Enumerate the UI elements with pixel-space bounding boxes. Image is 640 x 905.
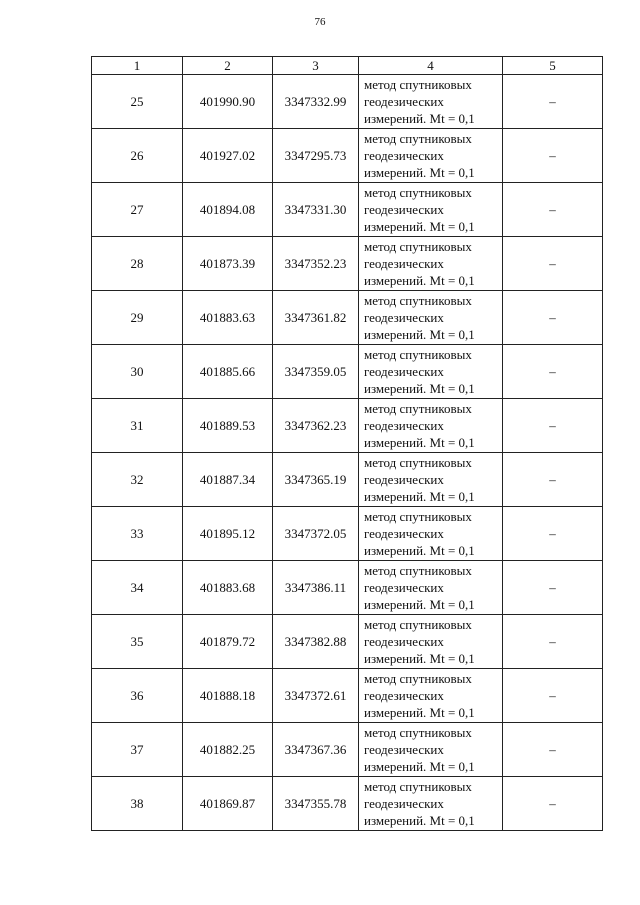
header-row bbox=[92, 57, 603, 75]
x-coordinate-cell: 401895.12 bbox=[183, 507, 273, 561]
note-cell: – bbox=[503, 453, 603, 507]
point-number-cell: 25 bbox=[92, 75, 183, 129]
y-coordinate-cell: 3347372.61 bbox=[273, 669, 359, 723]
point-number-cell: 29 bbox=[92, 291, 183, 345]
method-line: геодезических bbox=[364, 580, 444, 595]
table-row bbox=[92, 237, 603, 291]
method-line: измерений. Mt = 0,1 bbox=[364, 813, 475, 828]
method-line: метод спутниковых bbox=[364, 671, 472, 686]
table-row bbox=[92, 129, 603, 183]
table-row bbox=[92, 615, 603, 669]
method-line: геодезических bbox=[364, 472, 444, 487]
table-row bbox=[92, 669, 603, 723]
method-line: измерений. Mt = 0,1 bbox=[364, 435, 475, 450]
method-line: метод спутниковых bbox=[364, 293, 472, 308]
method-line: измерений. Mt = 0,1 bbox=[364, 111, 475, 126]
method-line: метод спутниковых bbox=[364, 563, 472, 578]
method-line: измерений. Mt = 0,1 bbox=[364, 651, 475, 666]
x-coordinate-cell: 401883.68 bbox=[183, 561, 273, 615]
point-number-cell: 28 bbox=[92, 237, 183, 291]
table-row bbox=[92, 777, 603, 831]
table-row bbox=[92, 723, 603, 777]
method-line: измерений. Mt = 0,1 bbox=[364, 165, 475, 180]
x-coordinate-cell: 401990.90 bbox=[183, 75, 273, 129]
y-coordinate-cell: 3347295.73 bbox=[273, 129, 359, 183]
method-line: измерений. Mt = 0,1 bbox=[364, 597, 475, 612]
method-cell bbox=[359, 237, 503, 291]
x-coordinate-cell: 401883.63 bbox=[183, 291, 273, 345]
y-coordinate-cell: 3347359.05 bbox=[273, 345, 359, 399]
method-line: измерений. Mt = 0,1 bbox=[364, 489, 475, 504]
table-header bbox=[92, 57, 603, 75]
table-row bbox=[92, 291, 603, 345]
y-coordinate-cell: 3347332.99 bbox=[273, 75, 359, 129]
method-line: геодезических bbox=[364, 94, 444, 109]
method-line: измерений. Mt = 0,1 bbox=[364, 759, 475, 774]
y-coordinate-cell: 3347367.36 bbox=[273, 723, 359, 777]
method-line: метод спутниковых bbox=[364, 239, 472, 254]
point-number-cell: 27 bbox=[92, 183, 183, 237]
x-coordinate-cell: 401885.66 bbox=[183, 345, 273, 399]
note-cell: – bbox=[503, 399, 603, 453]
page-number: 76 bbox=[314, 16, 326, 28]
note-cell: – bbox=[503, 291, 603, 345]
method-line: измерений. Mt = 0,1 bbox=[364, 381, 475, 396]
note-cell: – bbox=[503, 777, 603, 831]
method-line: метод спутниковых bbox=[364, 779, 472, 794]
point-number-cell: 26 bbox=[92, 129, 183, 183]
header-col-2: 2 bbox=[183, 57, 273, 75]
note-cell: – bbox=[503, 615, 603, 669]
method-line: геодезических bbox=[364, 634, 444, 649]
note-cell: – bbox=[503, 345, 603, 399]
table-body bbox=[92, 75, 603, 831]
method-cell bbox=[359, 75, 503, 129]
note-cell: – bbox=[503, 183, 603, 237]
method-cell bbox=[359, 291, 503, 345]
method-cell bbox=[359, 723, 503, 777]
point-number-cell: 36 bbox=[92, 669, 183, 723]
method-cell bbox=[359, 399, 503, 453]
table-row bbox=[92, 453, 603, 507]
method-line: измерений. Mt = 0,1 bbox=[364, 543, 475, 558]
point-number-cell: 38 bbox=[92, 777, 183, 831]
header-col-3: 3 bbox=[273, 57, 359, 75]
method-line: метод спутниковых bbox=[364, 509, 472, 524]
table-row bbox=[92, 507, 603, 561]
y-coordinate-cell: 3347361.82 bbox=[273, 291, 359, 345]
method-cell bbox=[359, 345, 503, 399]
point-number-cell: 34 bbox=[92, 561, 183, 615]
point-number-cell: 30 bbox=[92, 345, 183, 399]
y-coordinate-cell: 3347352.23 bbox=[273, 237, 359, 291]
table-row bbox=[92, 561, 603, 615]
point-number-cell: 32 bbox=[92, 453, 183, 507]
x-coordinate-cell: 401882.25 bbox=[183, 723, 273, 777]
point-number-cell: 31 bbox=[92, 399, 183, 453]
method-cell bbox=[359, 615, 503, 669]
note-cell: – bbox=[503, 129, 603, 183]
method-line: геодезических bbox=[364, 310, 444, 325]
y-coordinate-cell: 3347382.88 bbox=[273, 615, 359, 669]
method-line: метод спутниковых bbox=[364, 401, 472, 416]
x-coordinate-cell: 401894.08 bbox=[183, 183, 273, 237]
method-line: геодезических bbox=[364, 418, 444, 433]
method-cell bbox=[359, 453, 503, 507]
table-row bbox=[92, 345, 603, 399]
method-line: метод спутниковых bbox=[364, 185, 472, 200]
note-cell: – bbox=[503, 75, 603, 129]
x-coordinate-cell: 401869.87 bbox=[183, 777, 273, 831]
header-col-4: 4 bbox=[359, 57, 503, 75]
method-line: метод спутниковых bbox=[364, 617, 472, 632]
y-coordinate-cell: 3347362.23 bbox=[273, 399, 359, 453]
note-cell: – bbox=[503, 723, 603, 777]
method-line: измерений. Mt = 0,1 bbox=[364, 273, 475, 288]
method-line: геодезических bbox=[364, 256, 444, 271]
table-row bbox=[92, 183, 603, 237]
header-col-5: 5 bbox=[503, 57, 603, 75]
method-line: геодезических bbox=[364, 364, 444, 379]
y-coordinate-cell: 3347386.11 bbox=[273, 561, 359, 615]
y-coordinate-cell: 3347365.19 bbox=[273, 453, 359, 507]
y-coordinate-cell: 3347331.30 bbox=[273, 183, 359, 237]
note-cell: – bbox=[503, 669, 603, 723]
method-line: измерений. Mt = 0,1 bbox=[364, 327, 475, 342]
note-cell: – bbox=[503, 237, 603, 291]
method-line: измерений. Mt = 0,1 bbox=[364, 219, 475, 234]
method-line: измерений. Mt = 0,1 bbox=[364, 705, 475, 720]
y-coordinate-cell: 3347355.78 bbox=[273, 777, 359, 831]
table-row bbox=[92, 399, 603, 453]
note-cell: – bbox=[503, 507, 603, 561]
method-line: метод спутниковых bbox=[364, 77, 472, 92]
header-col-1: 1 bbox=[92, 57, 183, 75]
method-line: геодезических bbox=[364, 742, 444, 757]
method-line: геодезических bbox=[364, 688, 444, 703]
method-cell bbox=[359, 507, 503, 561]
method-line: геодезических bbox=[364, 796, 444, 811]
x-coordinate-cell: 401927.02 bbox=[183, 129, 273, 183]
method-line: метод спутниковых bbox=[364, 131, 472, 146]
point-number-cell: 35 bbox=[92, 615, 183, 669]
note-cell: – bbox=[503, 561, 603, 615]
x-coordinate-cell: 401873.39 bbox=[183, 237, 273, 291]
point-number-cell: 33 bbox=[92, 507, 183, 561]
method-cell bbox=[359, 183, 503, 237]
x-coordinate-cell: 401889.53 bbox=[183, 399, 273, 453]
method-line: геодезических bbox=[364, 202, 444, 217]
method-cell bbox=[359, 669, 503, 723]
x-coordinate-cell: 401887.34 bbox=[183, 453, 273, 507]
x-coordinate-cell: 401879.72 bbox=[183, 615, 273, 669]
method-cell bbox=[359, 777, 503, 831]
method-line: геодезических bbox=[364, 148, 444, 163]
method-line: метод спутниковых bbox=[364, 347, 472, 362]
method-cell bbox=[359, 129, 503, 183]
method-line: метод спутниковых bbox=[364, 725, 472, 740]
x-coordinate-cell: 401888.18 bbox=[183, 669, 273, 723]
point-number-cell: 37 bbox=[92, 723, 183, 777]
method-line: геодезических bbox=[364, 526, 444, 541]
coordinates-table bbox=[91, 56, 603, 831]
table-row bbox=[92, 75, 603, 129]
method-line: метод спутниковых bbox=[364, 455, 472, 470]
method-cell bbox=[359, 561, 503, 615]
y-coordinate-cell: 3347372.05 bbox=[273, 507, 359, 561]
